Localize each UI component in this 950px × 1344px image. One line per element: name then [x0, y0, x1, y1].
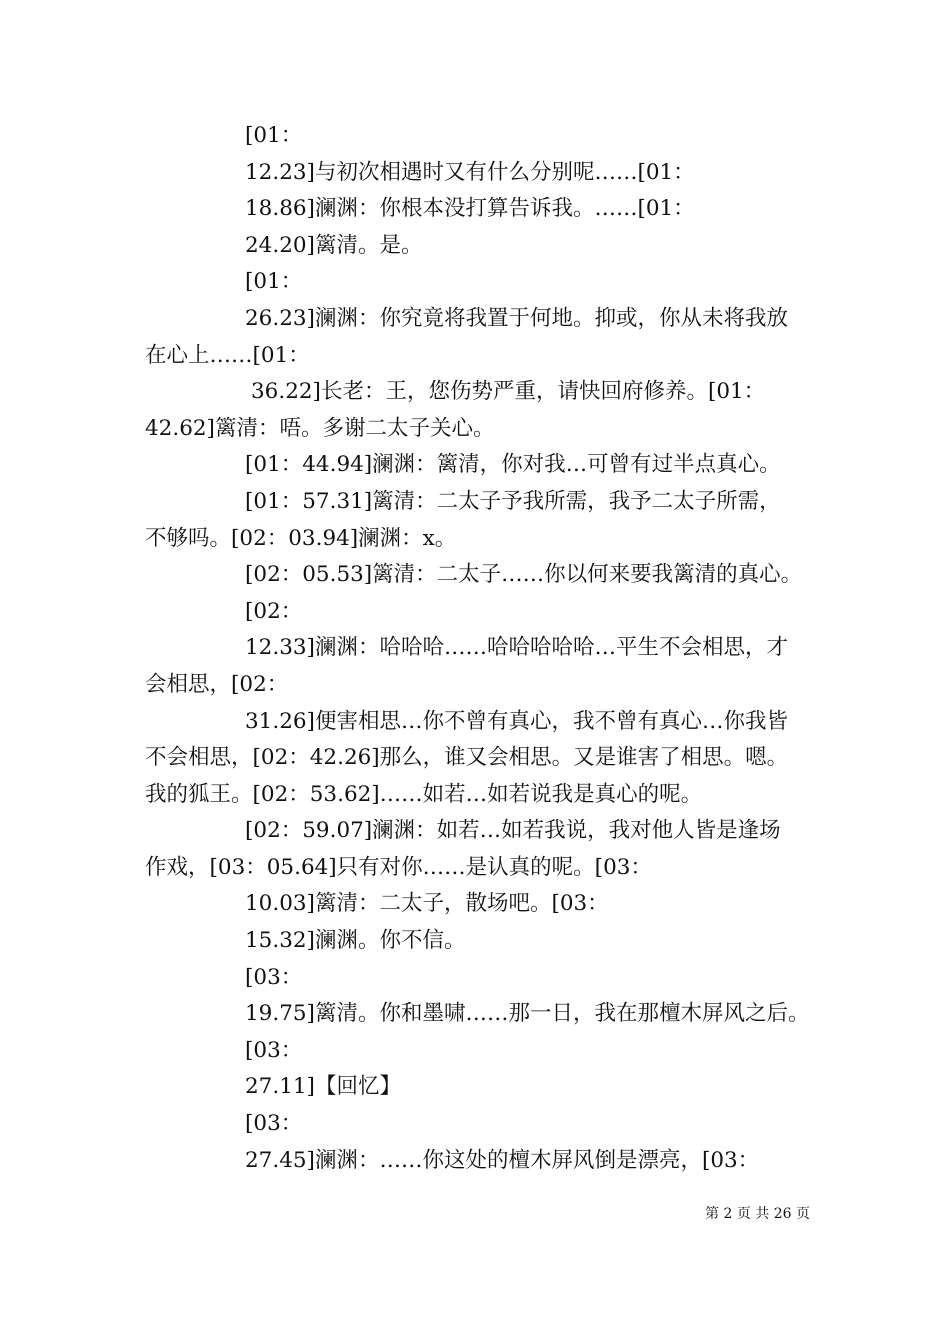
- text-line: 12.23]与初次相遇时又有什么分别呢……[01：: [245, 159, 695, 185]
- text-line: 不会相思，[02：42.26]那么，谁又会相思。又是谁害了相思。嗯。: [145, 745, 789, 771]
- text-line: 15.32]澜渊。你不信。: [245, 928, 466, 954]
- text-line: [01：: [245, 123, 303, 148]
- body-text: [145, 118, 810, 1179]
- text-line: 作戏，[03：05.64]只有对你……是认真的呢。[03：: [145, 854, 652, 880]
- text-line: 不够吗。[02：03.94]澜渊：x。: [145, 525, 457, 551]
- text-line: [03：: [245, 1111, 303, 1137]
- text-line: [02：05.53]篱清：二太子……你以何来要我篱清的真心。: [245, 562, 803, 588]
- text-line: 18.86]澜渊：你根本没打算告诉我。……[01：: [245, 196, 695, 222]
- text-line: 27.45]澜渊：……你这处的檀木屏风倒是漂亮，[03：: [245, 1147, 760, 1173]
- text-line: 26.23]澜渊：你究竟将我置于何地。抑或，你从未将我放: [245, 305, 788, 331]
- text-line: 24.20]篱清。是。: [245, 232, 423, 258]
- text-line: [03：: [245, 1037, 303, 1063]
- text-line: 27.11]【回忆】: [245, 1074, 401, 1100]
- text-line: 19.75]篱清。你和墨啸……那一日，我在那檀木屏风之后。: [245, 1001, 810, 1027]
- text-line: [01：57.31]篱清：二太子予我所需，我予二太子所需，: [245, 488, 781, 514]
- text-line: 在心上……[01：: [145, 342, 310, 368]
- text-line: 42.62]篱清：唔。多谢二太子关心。: [145, 415, 495, 441]
- text-line: [01：: [245, 269, 303, 295]
- text-line: [02：59.07]澜渊：如若…如若我说，我对他人皆是逢场: [245, 818, 781, 844]
- text-line: 10.03]篱清：二太子，散场吧。[03：: [245, 891, 609, 917]
- text-line: [02：: [245, 598, 303, 624]
- text-line: 我的狐王。[02：53.62]……如若…如若说我是真心的呢。: [145, 781, 703, 807]
- text-line: 31.26]便害相思…你不曾有真心，我不曾有真心…你我皆: [245, 708, 788, 734]
- text-line: [01：44.94]澜渊：篱清，你对我…可曾有过半点真心。: [245, 452, 781, 478]
- text-line: [03：: [245, 964, 303, 990]
- page-number-footer: 第 2 页 共 26 页: [705, 1206, 810, 1222]
- text-line: 36.22]长老：王，您伤势严重，请快回府修养。[01：: [251, 379, 766, 405]
- text-line: 会相思，[02：: [145, 671, 289, 697]
- text-line: 12.33]澜渊：哈哈哈……哈哈哈哈哈…平生不会相思，才: [245, 635, 788, 661]
